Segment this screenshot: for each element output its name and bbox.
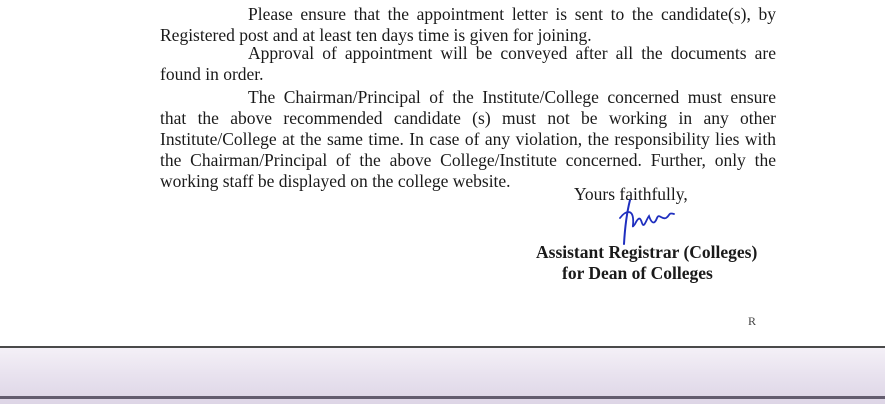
paragraph-dispatch-text: Please ensure that the appointment letter is sent to the candidate(s), by Registered post and at least ten days time is given for joining. <box>160 4 776 45</box>
scan-bottom-edge <box>0 396 885 399</box>
paragraph-dispatch <box>160 4 776 46</box>
designation-subtitle: for Dean of Colleges <box>562 263 713 283</box>
paragraph-responsibility <box>160 87 776 192</box>
paragraph-approval <box>160 43 776 85</box>
designation-title: Assistant Registrar (Colleges) <box>536 242 758 262</box>
margin-mark: R <box>748 314 757 328</box>
closing-salutation: Yours faithfully, <box>574 184 688 204</box>
paragraph-responsibility-text: The Chairman/Principal of the Institute/College concerned must ensure that the above recommended candidate (s) must not be working in any other Institute/College at the same time. In case of any violation, the responsibility lies with the Chairman/Principal of the above College/Institute concerned. Further, only the working staff be displayed on the college website. <box>160 87 776 191</box>
paragraph-approval-text: Approval of appointment will be conveyed after all the documents are found in order. <box>160 43 776 84</box>
signature-image <box>618 196 692 246</box>
